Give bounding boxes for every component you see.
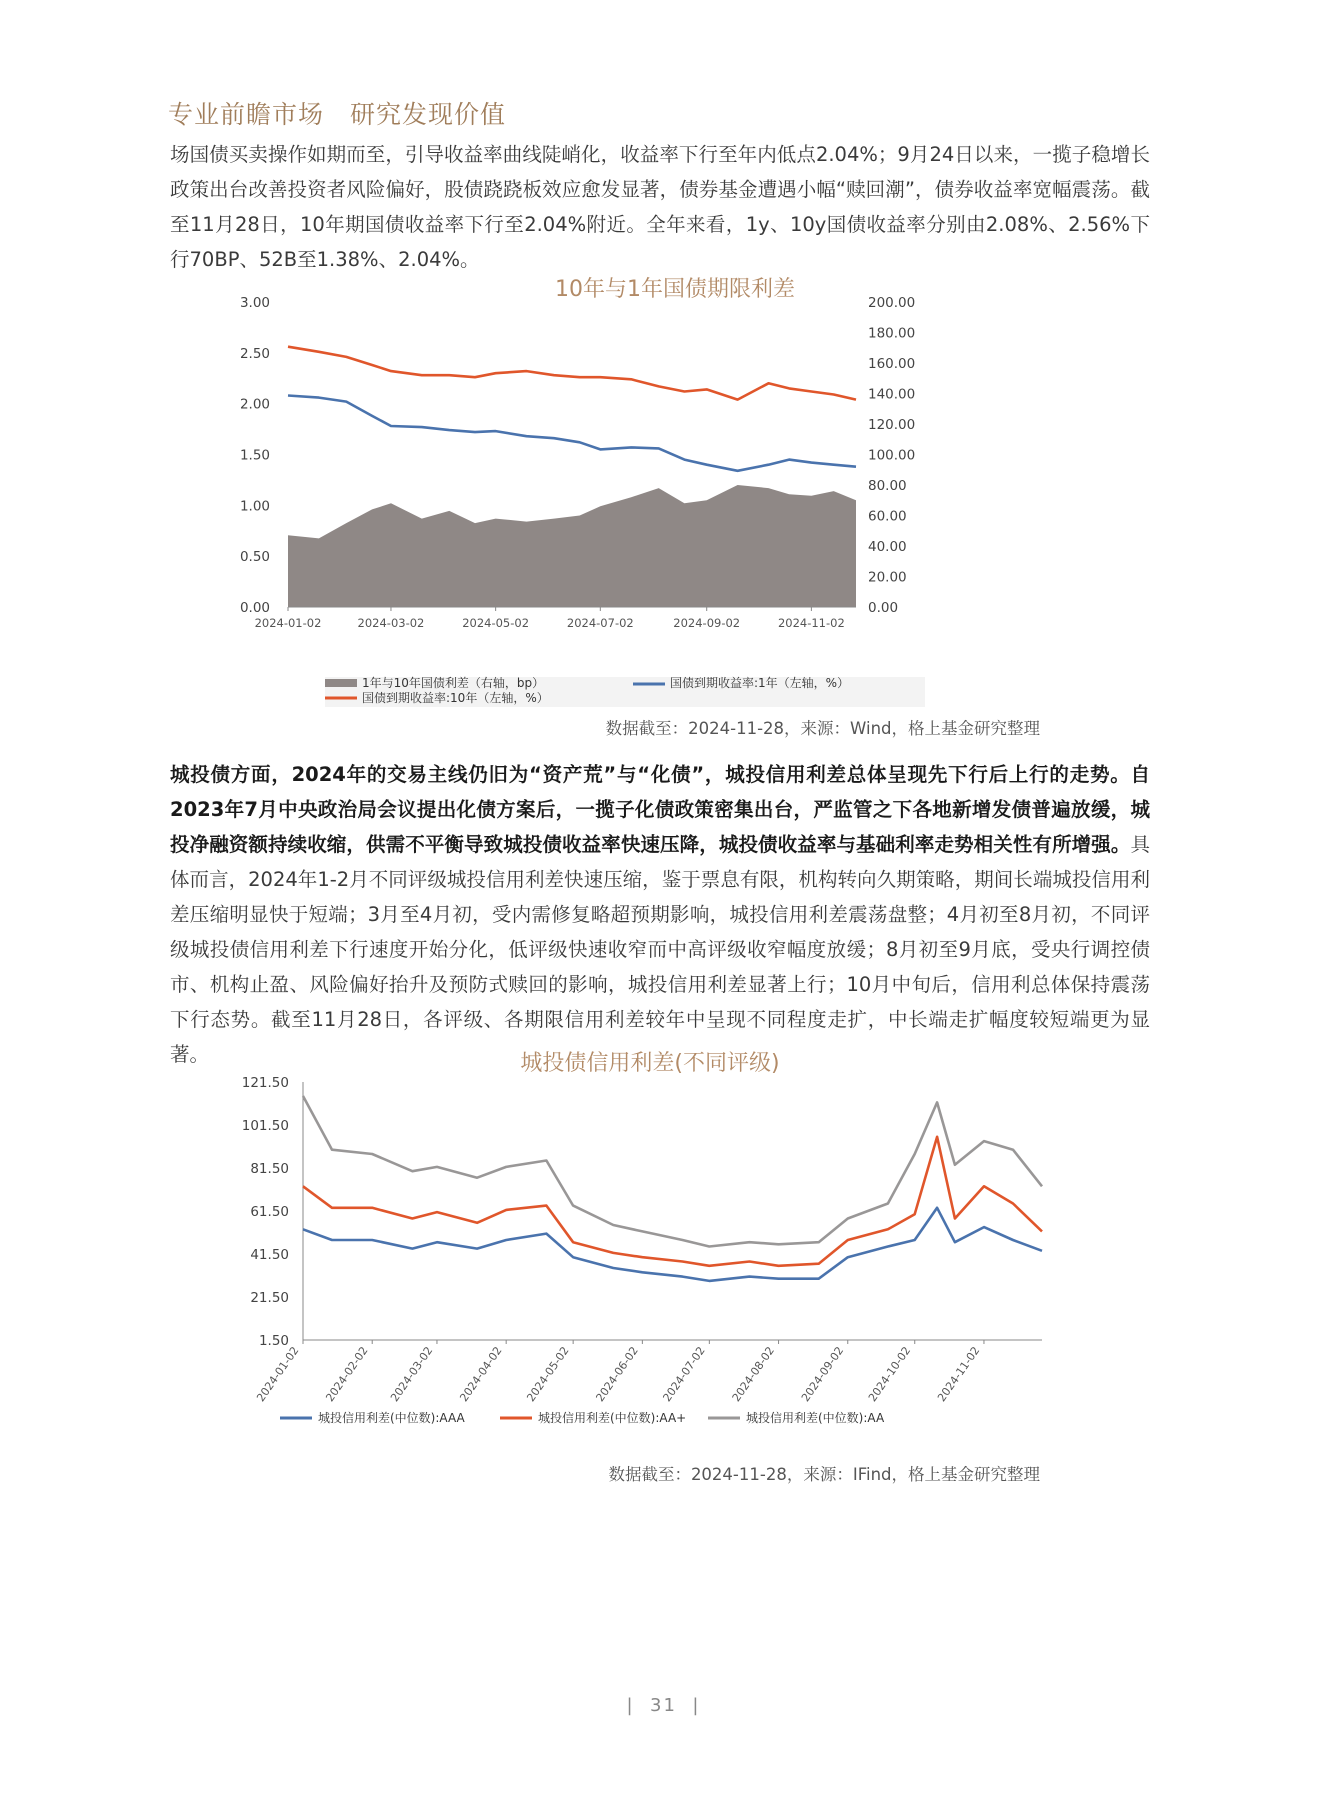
y-axis-tick-label: 1.50 <box>258 1333 289 1349</box>
legend-label-aap: 城投信用利差(中位数):AA+ <box>538 1411 687 1425</box>
paragraph-urban-investment-bonds <box>170 757 1150 1072</box>
x-axis-tick-label: 2024-01-02 <box>254 616 322 630</box>
x-axis-tick-label: 2024-06-02 <box>593 1344 641 1405</box>
chart2-credit-spread <box>240 1068 1060 1458</box>
right-axis-tick-label: 60.00 <box>868 508 907 525</box>
y-axis-tick-label: 41.50 <box>250 1247 289 1263</box>
aa-spread-line <box>303 1096 1042 1247</box>
right-axis-tick-label: 0.00 <box>868 600 899 616</box>
aap-spread-line <box>303 1137 1042 1266</box>
spread-area-series <box>288 485 856 607</box>
right-axis-tick-label: 160.00 <box>868 356 916 372</box>
x-axis-tick-label: 2024-07-02 <box>660 1344 708 1405</box>
left-axis-tick-label: 0.00 <box>240 600 270 616</box>
left-axis-tick-label: 1.50 <box>240 447 270 464</box>
legend-label-y10: 国债到期收益率:10年（左轴，%） <box>362 691 549 705</box>
right-axis-tick-label: 100.00 <box>868 447 916 464</box>
x-axis-tick-label: 2024-03-02 <box>388 1344 436 1405</box>
y-axis-tick-label: 101.50 <box>241 1118 289 1134</box>
x-axis-tick-label: 2024-11-02 <box>777 616 845 630</box>
left-axis-tick-label: 2.50 <box>240 345 270 362</box>
x-axis-tick-label: 2024-02-02 <box>323 1344 371 1405</box>
y-axis-tick-label: 21.50 <box>250 1290 289 1306</box>
left-axis-tick-label: 0.50 <box>240 549 270 566</box>
paragraph2-bold-text: 城投债方面，2024年的交易主线仍旧为“资产荒”与“化债”，城投信用利差总体呈现先下行后上行的走势。自2023年7月中央政治局会议提出化债方案后，一揽子化债政策密集出台，严监管之下各地新增发债普遍放缓，城投净融资额持续收缩，供需不平衡导致城投债收益率快速压降，城投债收益率与基础利率走势相关性有所增强。 <box>170 763 1150 856</box>
left-axis-tick-label: 1.00 <box>240 498 270 515</box>
y-axis-tick-label: 61.50 <box>250 1204 289 1220</box>
legend-label-aa: 城投信用利差(中位数):AA <box>746 1411 885 1425</box>
x-axis-tick-label: 2024-10-02 <box>865 1344 914 1405</box>
x-axis-tick-label: 2024-09-02 <box>798 1344 847 1405</box>
chart1-title: 10年与1年国债期限利差 <box>555 277 795 302</box>
yield-10y-line <box>288 347 856 400</box>
page-header: 专业前瞻市场 研究发现价值 <box>168 100 507 129</box>
right-axis-tick-label: 80.00 <box>868 478 907 494</box>
x-axis-tick-label: 2024-04-02 <box>457 1344 505 1405</box>
x-axis-tick-label: 2024-03-02 <box>357 616 425 630</box>
right-axis-tick-label: 200.00 <box>868 295 916 311</box>
x-axis-tick-label: 2024-09-02 <box>673 616 741 630</box>
chart2-title: 城投债信用利差(不同评级) <box>520 1051 780 1076</box>
legend-label-y1: 国债到期收益率:1年（左轴，%） <box>670 676 850 690</box>
right-axis-tick-label: 20.00 <box>868 569 907 586</box>
legend-swatch-spread <box>325 679 357 687</box>
y-axis-tick-label: 121.50 <box>241 1075 289 1091</box>
yield-1y-line <box>288 396 856 471</box>
right-axis-tick-label: 120.00 <box>868 417 916 433</box>
x-axis-tick-label: 2024-11-02 <box>935 1344 983 1405</box>
x-axis-tick-label: 2024-07-02 <box>566 616 634 630</box>
x-axis-tick-label: 2024-05-02 <box>524 1344 572 1405</box>
paragraph2-normal-text: 具体而言，2024年1-2月不同评级城投信用利差快速压缩，鉴于票息有限，机构转向久期策略，期间长端城投信用利差压缩明显快于短端；3月至4月初，受内需修复略超预期影响，城投信用利差震荡盘整；4月初至8月初，不同评级城投债信用利差下行速度开始分化，低评级快速收窄而中高评级收窄幅度放缓；8月初至9月底，受央行调控债市、机构止盈、风险偏好抬升及预防式赎回的影响，城投信用利差显著上行；10月中旬后，信用利总体保持震荡下行态势。截至11月28日，各评级、各期限信用利差较年中呈现不同程度走扩，中长端走扩幅度较短端更为显著。 <box>170 833 1150 1066</box>
right-axis-tick-label: 40.00 <box>868 539 907 555</box>
x-axis-tick-label: 2024-05-02 <box>462 616 530 630</box>
chart1-term-spread <box>240 290 1040 720</box>
page-number: | 31 | <box>626 1695 701 1716</box>
y-axis-tick-label: 81.50 <box>250 1161 289 1177</box>
x-axis-tick-label: 2024-01-02 <box>254 1344 302 1405</box>
legend-label-aaa: 城投信用利差(中位数):AAA <box>318 1411 465 1425</box>
right-axis-tick-label: 180.00 <box>868 325 916 342</box>
legend-label-spread: 1年与10年国债利差（右轴，bp） <box>362 676 545 690</box>
left-axis-tick-label: 3.00 <box>240 295 270 311</box>
chart2-caption: 数据截至：2024-11-28，来源：IFind，格上基金研究整理 <box>608 1465 1040 1484</box>
left-axis-tick-label: 2.00 <box>240 396 270 413</box>
x-axis-tick-label: 2024-08-02 <box>729 1344 778 1405</box>
right-axis-tick-label: 140.00 <box>868 386 916 403</box>
paragraph-bond-market: 场国债买卖操作如期而至，引导收益率曲线陡峭化，收益率下行至年内低点2.04%；9月24日以来，一揽子稳增长政策出台改善投资者风险偏好，股债跷跷板效应愈发显著，债券基金遭遇小幅“赎回潮”，债券收益率宽幅震荡。截至11月28日，10年期国债收益率下行至2.04%附近。全年来看，1y、10y国债收益率分别由2.08%、2.56%下行70BP、52B至1.38%、2.04%。 <box>170 143 1150 271</box>
chart1-caption: 数据截至：2024-11-28，来源：Wind，格上基金研究整理 <box>605 719 1040 738</box>
